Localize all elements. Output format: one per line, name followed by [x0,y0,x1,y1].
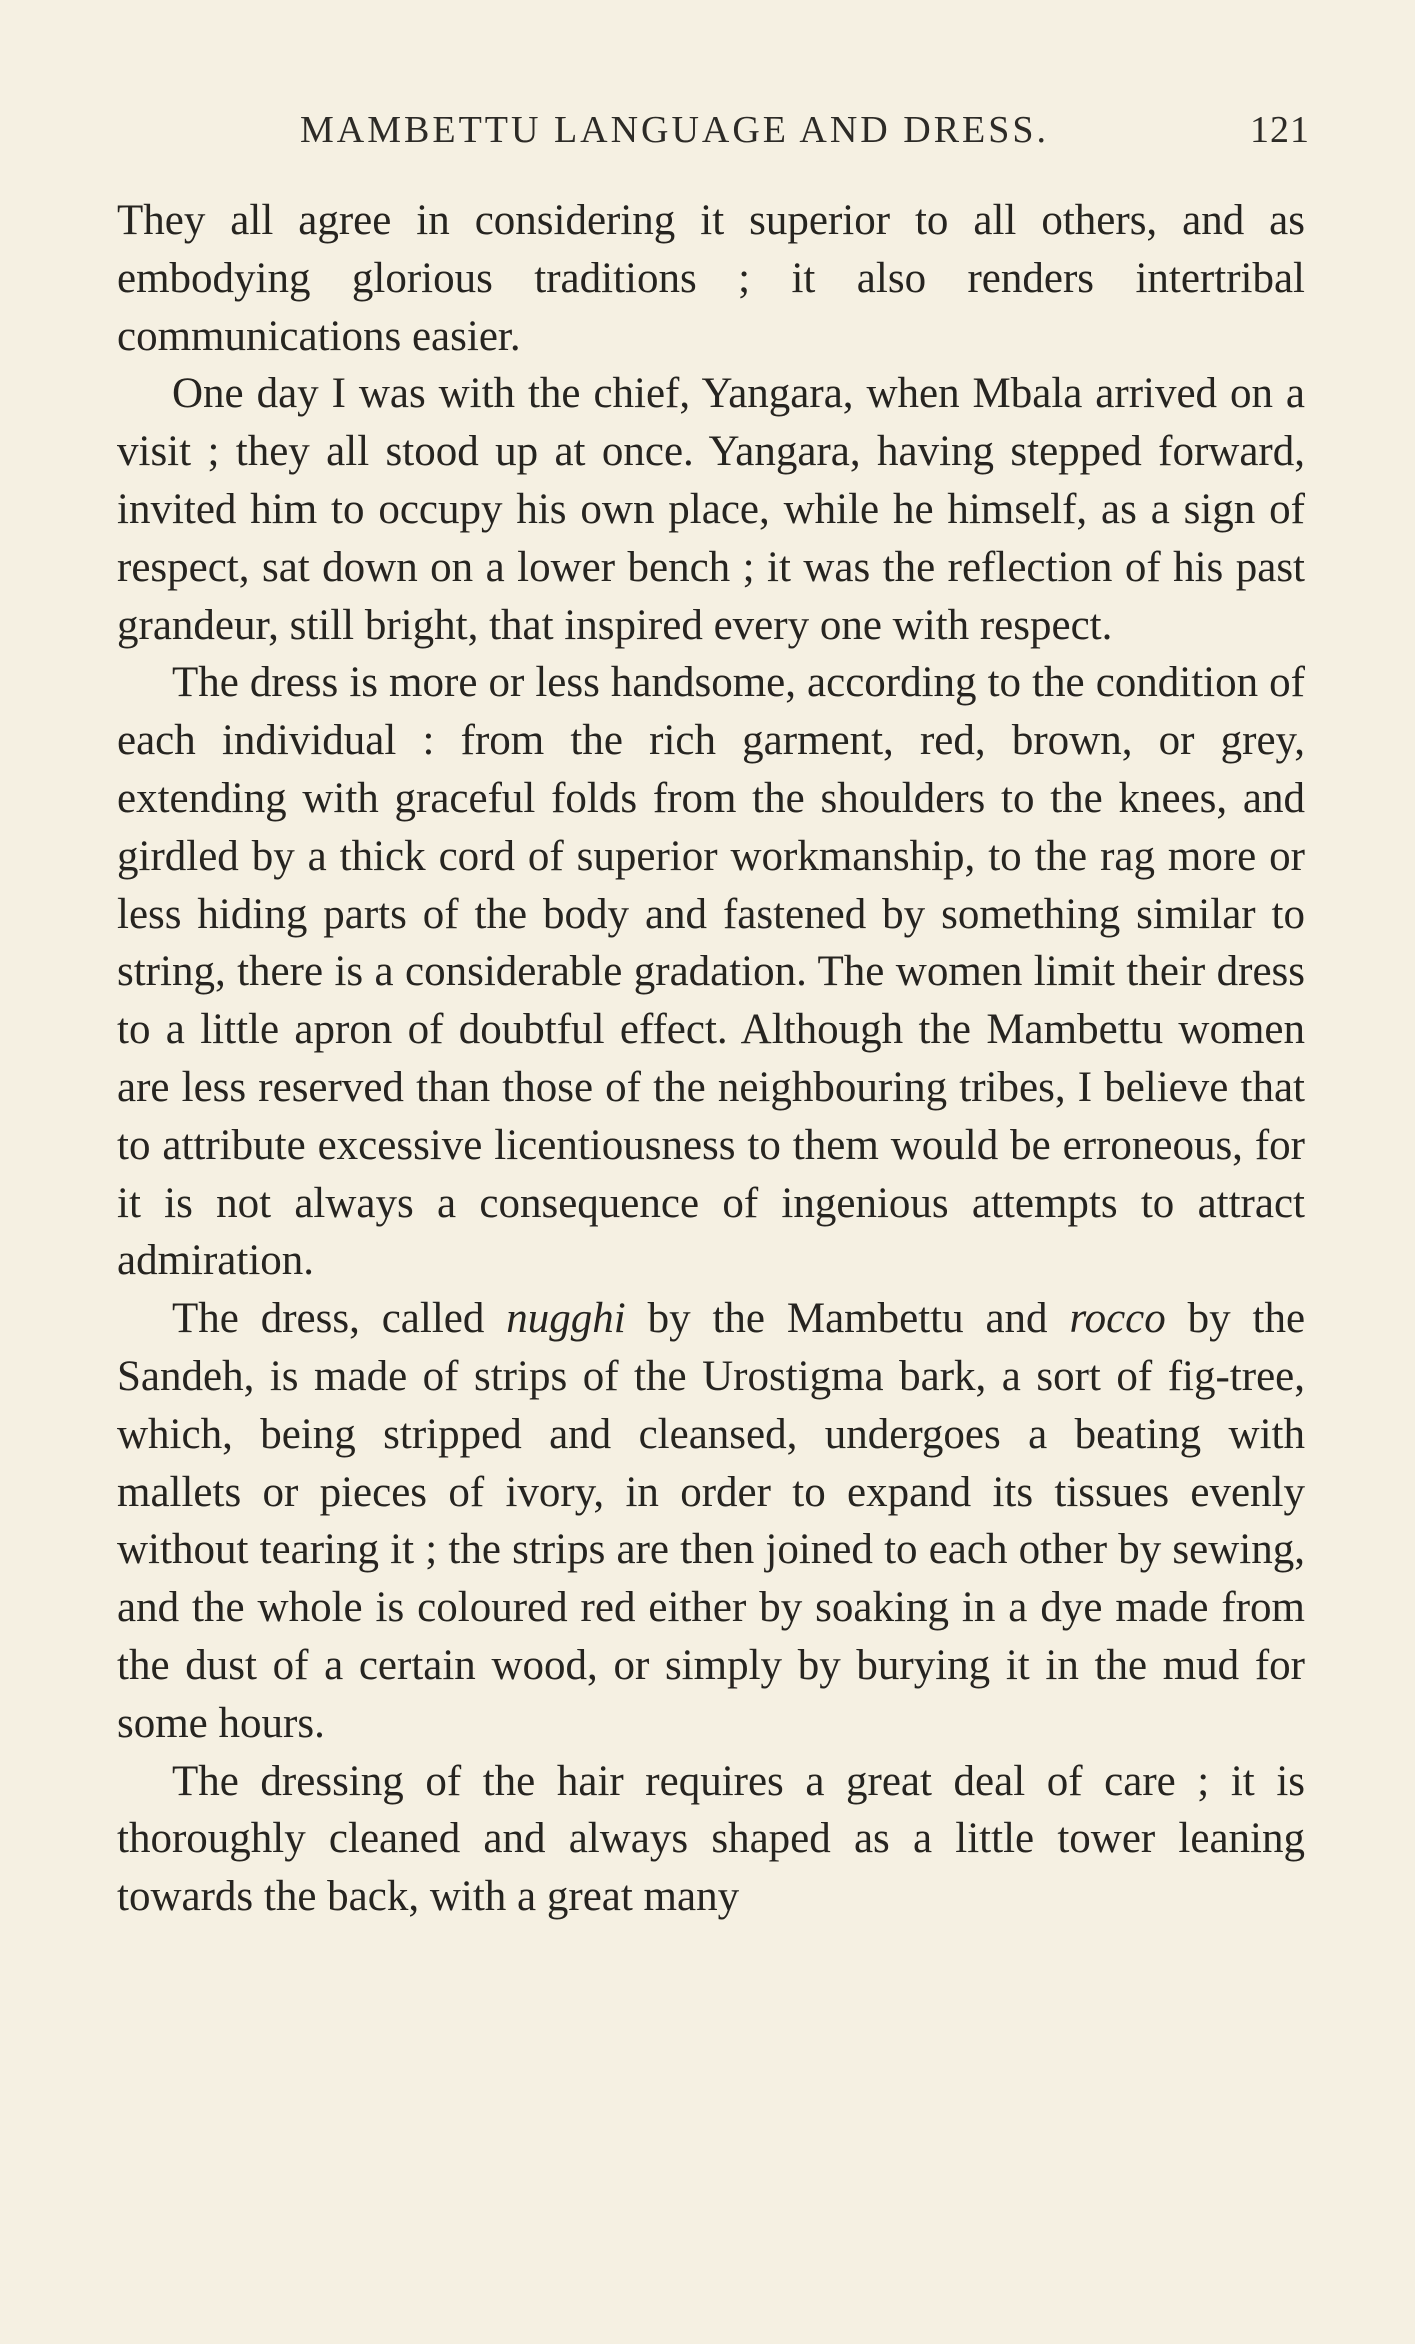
paragraph-5: The dressing of the hair requires a great deal of care ; it is thoroughly cleaned and always shaped as a little tower leaning towards the back, with a great many [117,1757,1305,1921]
paragraph-2: One day I was with the chief, Yangara, when Mbala arrived on a visit ; they all stood up at once. Yangara, having stepped forward, invited him to occupy his own place, while he himself, as a sign of respect, sat down on a lower bench ; it was the reflection of his past grandeur, still bright, that inspired every one with respect. [117,370,1305,649]
paragraph-3: The dress is more or less handsome, according to the condition of each individual : from the rich garment, red, brown, or grey, extending with graceful folds from the shoulders to the knees, and girdled by a thick cord of superior workmanship, to the rag more or less hiding parts of the body and fastened by something similar to string, there is a considerable gradation. The women limit their dress to a little apron of doubtful effect. Although the Mambettu women are less reserved than those of the neighbouring tribes, I believe that to attribute excessive licentiousness to them would be erroneous, for it is not always a consequence of ingenious attempts to attract admiration. [117,659,1305,1285]
paragraph-4-part-a: The dress, called [172,1295,485,1343]
paragraph-1: They all agree in considering it superior to all others, and as embodying glorious traditions ; it also renders intertribal communications easier. [117,197,1305,360]
term-nugghi: nugghi [506,1295,626,1343]
running-head: MAMBETTU LANGUAGE AND DRESS. [300,109,1050,151]
paragraph-4-part-c: by the Sandeh, is made of strips of the Urostigma bark, a sort of fig-tree, which, being stripped and cleansed, undergoes a beating with mallets or pieces of ivory, in order to expand its tissues evenly without tearing it ; the strips are then joined to each other by sewing, and the whole is coloured red either by soaking in a dye made from the dust of a certain wood, or simply by burying it in the mud for some hours. [117,1295,1306,1747]
paragraph-4-part-b: by the Mambettu and [647,1295,1048,1343]
term-rocco: rocco [1069,1295,1166,1343]
paragraph-4 [117,1290,1305,1752]
page-number: 121 [1250,109,1310,151]
body-text [117,192,1305,1926]
